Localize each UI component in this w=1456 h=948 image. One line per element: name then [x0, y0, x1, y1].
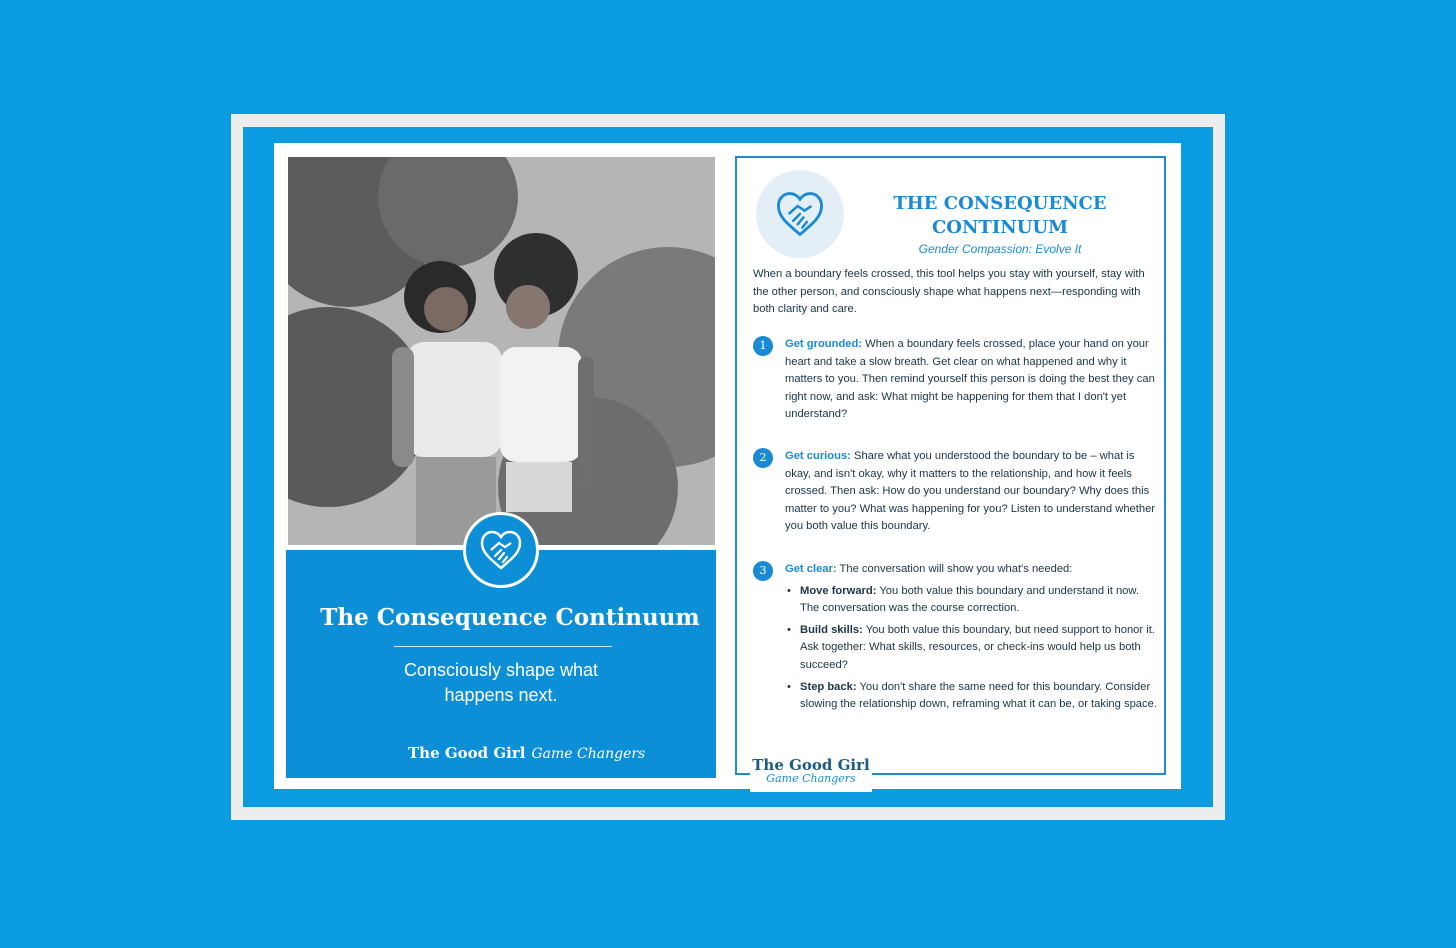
step-number: 2	[753, 448, 773, 468]
step-number: 1	[753, 336, 773, 356]
step-lead: Get grounded:	[785, 338, 863, 350]
bullet-text: You both value this boundary, but need support to honor it. Ask together: What skills, resources, or check-ins would help us both succeed?	[800, 623, 1155, 671]
children-photo	[288, 157, 715, 545]
intro-text: When a boundary feels crossed, this tool helps you stay with yourself, stay with the other person, and consciously shape what happens next—responding with both clarity and care.	[753, 268, 1145, 315]
right-subtitle: Gender Compassion: Evolve It	[918, 242, 1082, 256]
list-item	[785, 679, 1158, 714]
right-title: THE CONSEQUENCE CONTINUUM	[893, 193, 1107, 238]
step-lead: Get clear:	[785, 563, 837, 575]
step-text: The conversation will show you what's needed:	[836, 563, 1073, 575]
step-2	[753, 448, 1158, 536]
list-item	[785, 583, 1158, 618]
children-photo-illustration	[288, 157, 715, 545]
step-text: When a boundary feels crossed, place your hand on your heart and take a slow breath. Get clear on what happened and why it matters to you. Then remind yourself this person is doing the best they can right now, and ask: What might be happening for them that I don't yet understand?	[785, 338, 1155, 421]
list-item	[785, 622, 1158, 675]
heart-handshake-icon	[463, 512, 539, 588]
bullet-lead: Step back:	[800, 680, 857, 693]
step-lead: Get curious:	[785, 450, 851, 462]
bullet-text: You both value this boundary and understand it now. The conversation was the course correction.	[800, 584, 1139, 615]
step-1	[753, 336, 1158, 424]
right-brand-logo	[750, 752, 872, 792]
step-3	[753, 561, 1158, 718]
left-divider	[394, 646, 612, 647]
left-subtitle: Consciously shape what happens next.	[403, 660, 599, 705]
left-brand-script: Game Changers	[531, 746, 646, 762]
left-brand-logo	[408, 744, 645, 762]
bullet-text: You don't share the same need for this boundary. Consider slowing the relationship down, reframing what it can be, or taking space.	[800, 680, 1157, 711]
step-text: Share what you understood the boundary to be – what is okay, and isn't okay, why it matters to the relationship, and how it feels crossed. Then ask: How do you understand our boundary? Why does this matter to you? What was happening for you? Listen to understand whether you both value this boundary.	[785, 450, 1156, 533]
bullet-lead: Build skills:	[800, 623, 863, 636]
right-brand-script: Game Changers	[766, 772, 856, 785]
step-number: 3	[753, 561, 773, 581]
bullet-lead: Move forward:	[800, 584, 877, 597]
step-3-options	[785, 583, 1158, 714]
left-brand-name: The Good Girl	[408, 744, 526, 762]
right-brand-name: The Good Girl	[752, 756, 870, 774]
left-title: The Consequence Continuum	[320, 604, 700, 631]
heart-handshake-icon	[756, 170, 844, 258]
